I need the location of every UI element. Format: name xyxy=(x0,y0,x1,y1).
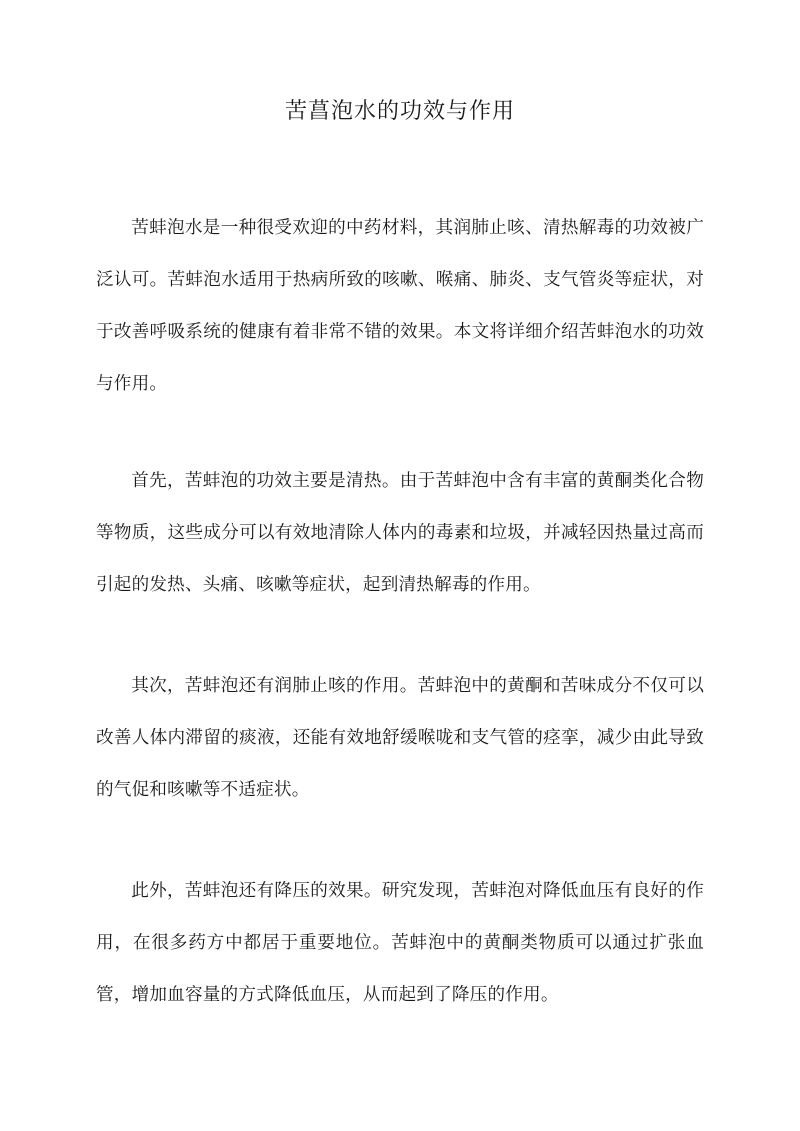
paragraph-cough-relief: 其次，苦蚌泡还有润肺止咳的作用。苦蚌泡中的黄酮和苦味成分不仅可以改善人体内滞留的痰液，还能有效地舒缓喉咙和支气管的痉挛，减少由此导致的气促和咳嗽等不适症状。 xyxy=(96,676,704,800)
paragraph-blood-pressure: 此外，苦蚌泡还有降压的效果。研究发现，苦蚌泡对降低血压有良好的作用，在很多药方中都居于重要地位。苦蚌泡中的黄酮类物质可以通过扩张血管，增加血容量的方式降低血压，从而起到了降压的作用。 xyxy=(96,881,704,1005)
page-title: 苦菖泡水的功效与作用 xyxy=(284,99,515,124)
paragraph-heat-clearing: 首先，苦蚌泡的功效主要是清热。由于苦蚌泡中含有丰富的黄酮类化合物等物质，这些成分可以有效地清除人体内的毒素和垃圾，并减轻因热量过高而引起的发热、头痛、咳嗽等症状，起到清热解毒的作用。 xyxy=(96,471,704,595)
paragraph-intro: 苦蚌泡水是一种很受欢迎的中药材料，其润肺止咳、清热解毒的功效被广泛认可。苦蚌泡水适用于热病所致的咳嗽、喉痛、肺炎、支气管炎等症状，对于改善呼吸系统的健康有着非常不错的效果。本文将详细介绍苦蚌泡水的功效与作用。 xyxy=(96,218,704,394)
